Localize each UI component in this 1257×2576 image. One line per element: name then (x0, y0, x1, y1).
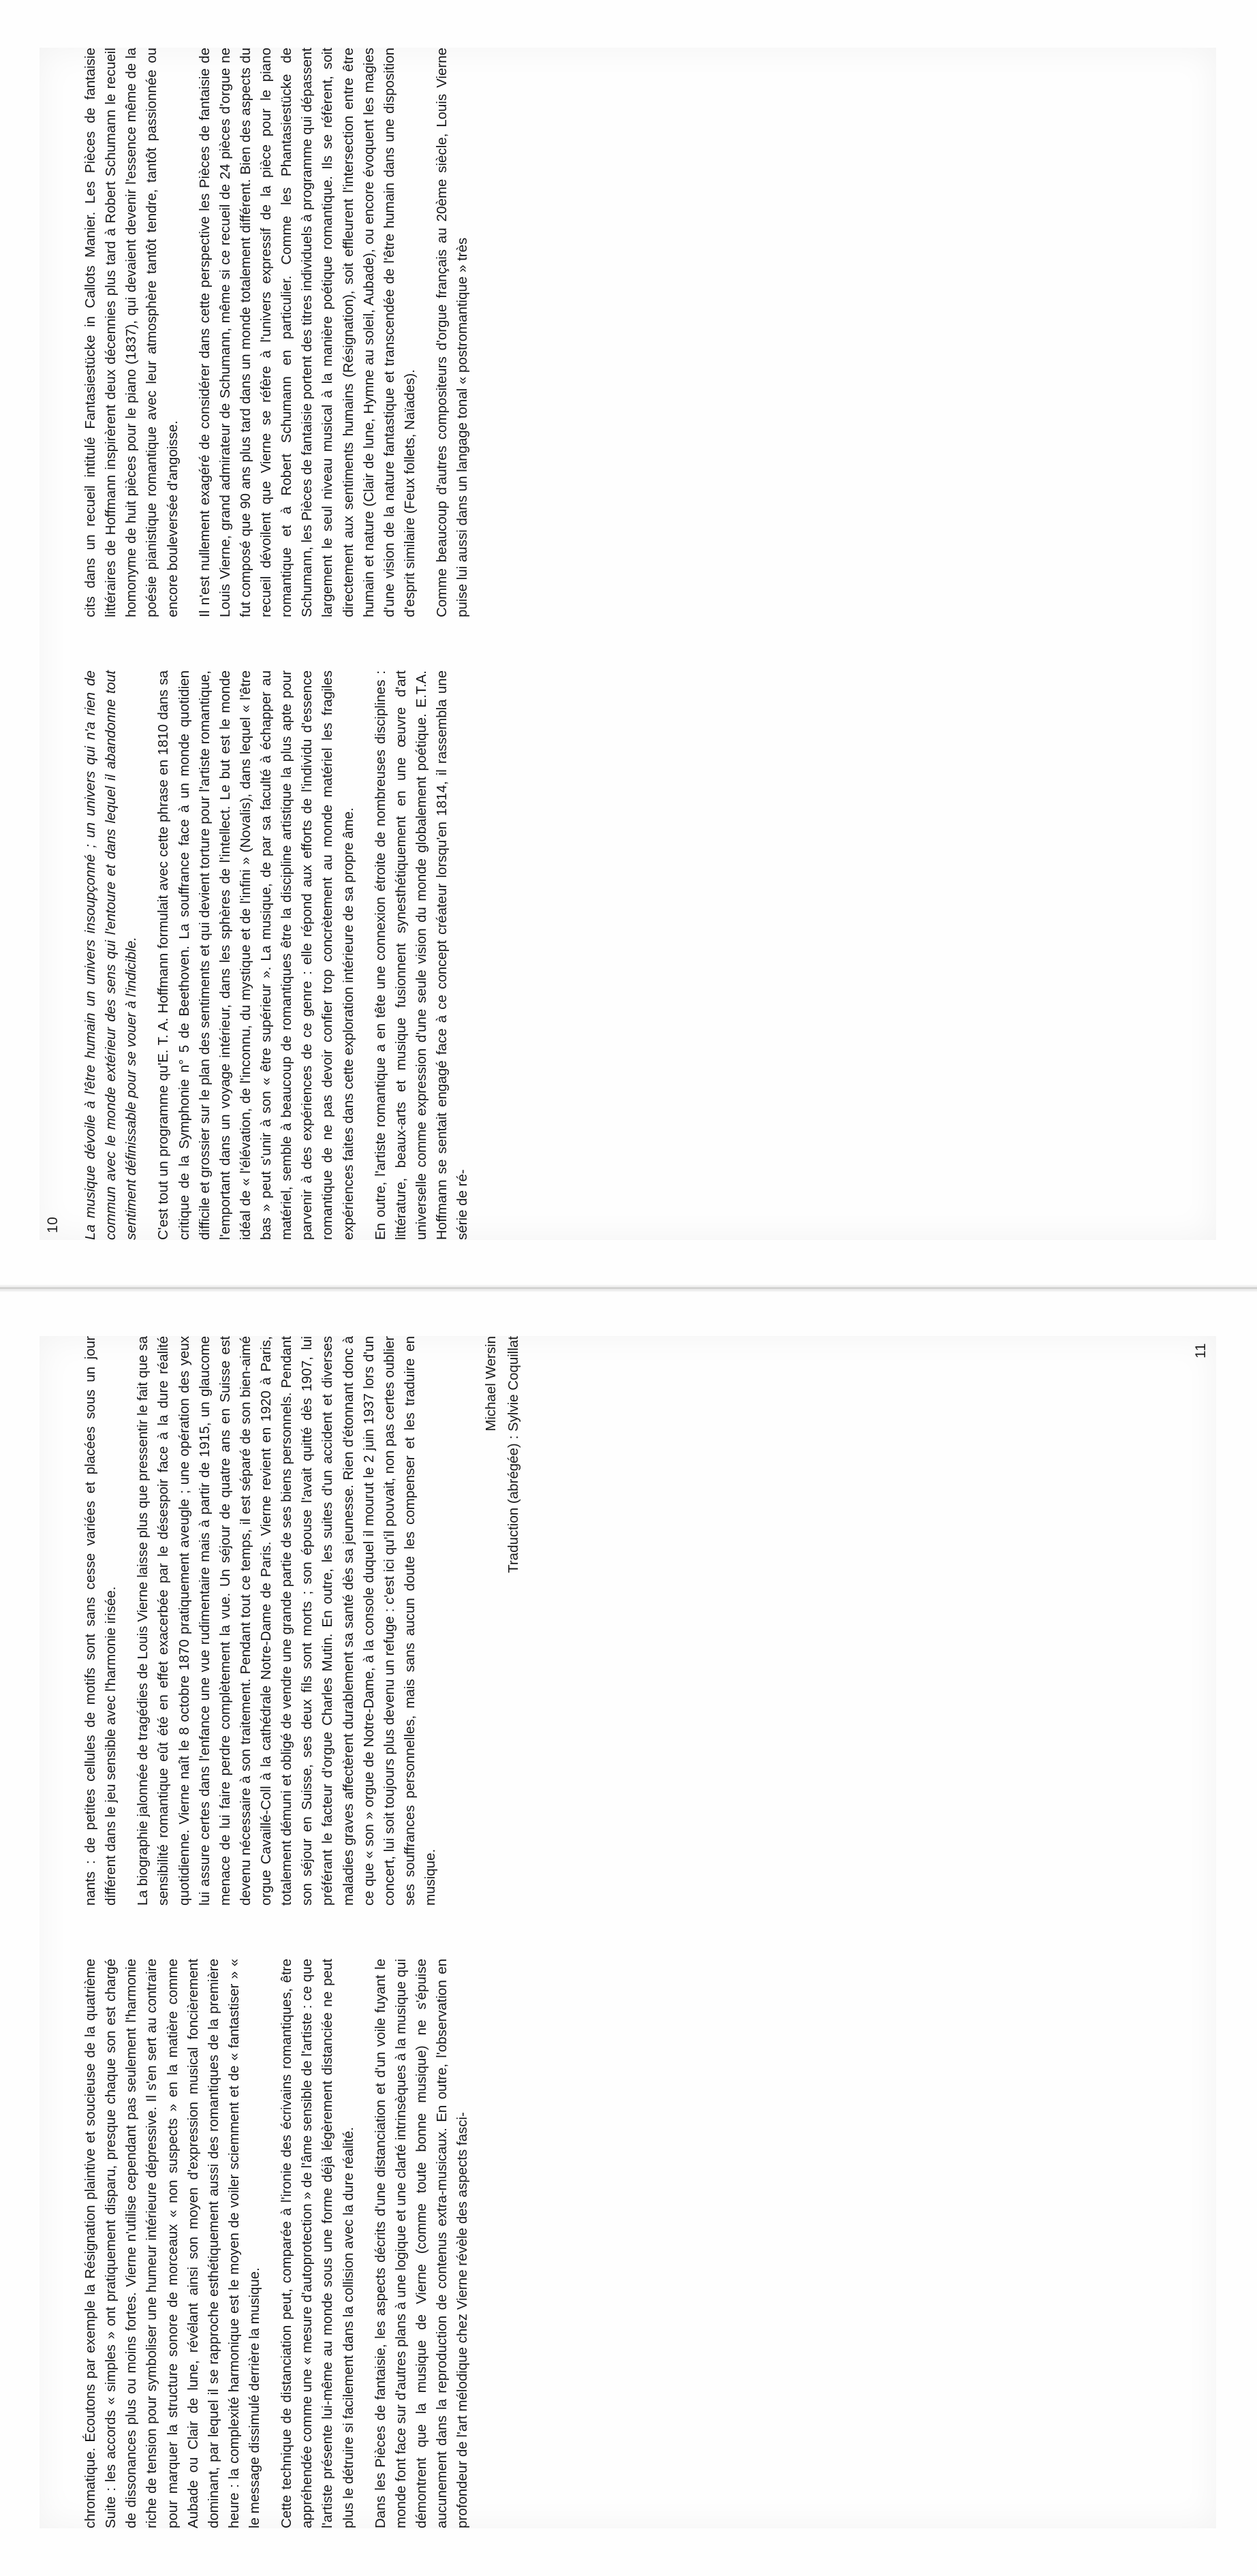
page-11 (0, 1288, 1257, 2576)
paragraph: Dans les Pièces de fantaisie, les aspects décrits d'une distanciation et d'un voile fuyant le monde font face sur d'autres plans à une logique et une clarté intrinsèques à la musique qui démontrent que la musique de Vierne (comme toute bonne musique) ne s'épuise aucunement dans la reproduction de contenus extra-musicaux. En outre, l'observation en profondeur de l'art mélodique chez Vierne révèle des aspects fasci- (372, 1959, 471, 2528)
column-container-left (80, 48, 1196, 1240)
paragraph: La biographie jalonnée de tragédies de Louis Vierne laisse plus que pressentir le fait que sa sensibilité romantique eût été en effet exacerbée par le désespoir face à la dure réalité quotidienne. Vierne naît le 8 octobre 1870 pratiquement aveugle ; une opération des yeux lui assure certes dans l'enfance une vue rudimentaire mais à partir de 1915, un glaucome menace de lui faire perdre complètement la vue. Un séjour de quatre ans en Suisse est devenu nécessaire à son traitement. Pendant tout ce temps, il est séparé de son bien-aimé orgue Cavaillé-Coll à la cathédrale Notre-Dame de Paris. Vierne revient en 1920 à Paris, totalement démuni et obligé de vendre une grande partie de ses biens personnels. Pendant son séjour en Suisse, ses deux fils sont morts ; son épouse l'avait quitté dès 1907, lui préférant le facteur d'orgue Charles Mutin. En outre, les suites d'un accident et diverses maladies graves affectèrent durablement sa santé dès sa jeunesse. Rien d'étonnant donc à ce que « son » orgue de Notre-Dame, à la console duquel il mourut le 2 juin 1937 lors d'un concert, lui soit toujours plus devenu un refuge : c'est ici qu'il pouvait, non pas certes oublier ses souffrances personnelles, mais sans aucun doute les compenser et les traduire en musique. (135, 1336, 438, 1906)
column-right-2 (80, 1336, 1196, 1906)
paragraph: chromatique. Écoutons par exemple la Résignation plaintive et soucieuse de la quatrième Suite : les accords « simples » ont pratiquement disparu, presque chaque son est chargé de dissonances plus ou moins fortes. Vierne n'utilise cependant pas seulement l'harmonie riche de tension pour symboliser une humeur intérieure dépressive. Il s'en sert au contraire pour marquer la structure sonore de morceaux « non suspects » en la matière comme Aubade ou Clair de lune, révélant ainsi son moyen d'expression musical foncièrement dominant, par lequel il se rapproche esthétiquement aussi des romantiques de la première heure : la complexité harmonique est le moyen de voiler sciemment et de « fantastiser » « le message dissimulé derrière la musique. (82, 1959, 262, 2528)
page-number-right: 11 (1193, 1343, 1209, 1359)
paragraph: Comme beaucoup d'autres compositeurs d'orgue français au 20ème siècle, Louis Vierne puise lui aussi dans un langage tonal « postromantique » très (434, 48, 471, 617)
page-number-left: 10 (45, 1216, 61, 1233)
column-left-1 (80, 670, 1196, 1240)
column-right-1 (80, 1959, 1196, 2528)
paragraph: Il n'est nullement exagéré de considérer dans cette perspective les Pièces de fantaisie de Louis Vierne, grand admirateur de Schumann, même si ce recueil de 24 pièces d'orgue ne fut composé que 90 ans plus tard dans un monde totalement différent. Bien des aspects du recueil dévoilent que Vierne se réfère à l'univers expressif de la pièce pour le piano romantique et à Robert Schumann en particulier. Comme les Phantasiestücke de Schumann, les Pièces de fantaisie portent des titres individuels à programme qui dépassent largement le seul niveau musical à la manière poétique romantique. Ils se réfèrent, soit directement aux sentiments humains (Résignation), soit effleurent l'intersection entre être humain et nature (Clair de lune, Hymne au soleil, Aubade), ou encore évoquent les magies d'une vision de la nature fantastique et transcendée de l'être humain dans une disposition d'esprit similaire (Feux follets, Naïades). (196, 48, 418, 617)
paragraph: En outre, l'artiste romantique a en tête une connexion étroite de nombreuses disciplines : littérature, beaux-arts et musique fusionnent synesthétiquement en une œuvre d'art universelle comme expression d'une seule vision du monde globalement poétique. E.T.A. Hoffmann se sentait engagé face à ce concept créateur lorsqu'en 1814, il rassembla une série de ré- (372, 670, 471, 1240)
paragraph: cits dans un recueil intitulé Fantasiestücke in Callots Manier. Les Pièces de fantaisie littéraires de Hoffmann inspirèrent deux décennies plus tard à Robert Schumann le recueil homonyme de huit pièces pour le piano (1837), qui devaient devenir l'essence même de la poésie pianistique romantique avec leur atmosphère tantôt tendre, tantôt passionnée ou encore bouleversée d'angoisse. (82, 48, 181, 617)
author-name: Michael Wersin (483, 1336, 499, 1431)
paragraph: Cette technique de distanciation peut, comparée à l'ironie des écrivains romantiques, être appréhendée comme une « mesure d'autoprotection » de l'âme sensible de l'artiste : ce que l'artiste présente lui-même au monde sous une forme déjà légèrement distanciée ne peut plus le détruire si facilement dans la collision avec la dure réalité. (279, 1959, 356, 2528)
translator-credit: Traduction (abrégée) : Sylvie Coquillat (505, 1336, 521, 1573)
paragraph: nants : de petites cellules de motifs sont sans cesse variées et placées sous un jour différent dans le jeu sensible avec l'harmonie irisée. (82, 1336, 119, 1906)
paragraph: La musique dévoile à l'être humain un univers insoupçonné ; un univers qui n'a rien de commun avec le monde extérieur des sens qui l'entoure et dans lequel il abandonne tout sentiment définissable pour se vouer à l'indicible. (82, 670, 140, 1240)
author-signature (481, 1336, 526, 1906)
paragraph: C'est tout un programme qu'E. T. A. Hoffmann formulait avec cette phrase en 1810 dans sa critique de la Symphonie n° 5 de Beethoven. La souffrance face à un monde quotidien difficile et grossier sur le plan des sentiments et qui devient torture pour l'artiste romantique, l'emportant dans un voyage intérieur, dans les sphères de l'intellect. Le but est le monde idéal de « l'élévation, de l'inconnu, du mystique et de l'infini » (Novalis), dans lequel « l'être bas » peut s'unir à son « être supérieur ». La musique, de par sa faculté à échapper au matériel, semble à beaucoup de romantiques être la discipline artistique la plus apte pour parvenir à des expériences de ce genre : elle répond aux efforts de l'individu d'essence romantique de ne pas devoir confier trop concrètement au monde matériel les fragiles expériences faites dans cette exploration intérieure de sa propre âme. (155, 670, 356, 1240)
column-container-right (80, 1336, 1196, 2528)
column-left-2 (80, 48, 1196, 617)
